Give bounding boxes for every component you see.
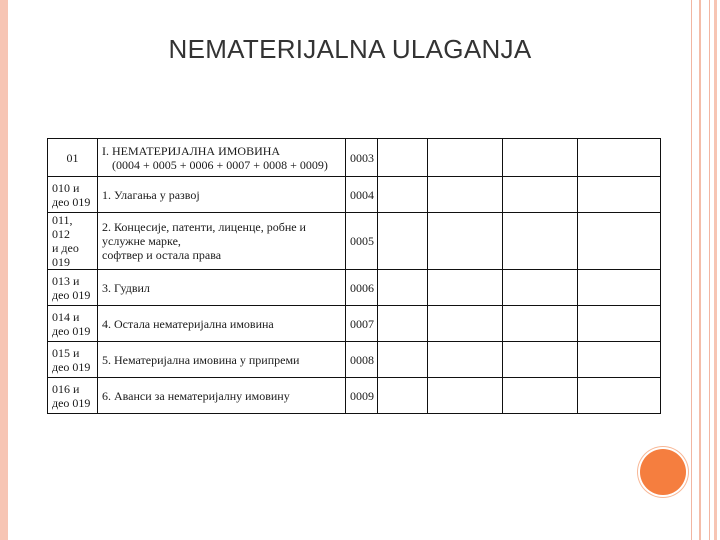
item-name-cell [98,139,346,177]
item-name: 6. Аванси за нематеријалну имовину [102,388,290,403]
value-cell [578,378,661,414]
account-code: 015 и [52,345,80,360]
left-decorative-border [0,0,8,540]
item-name: 2. Концесије, патенти, лиценце, робне и услужне марке, [102,220,306,248]
account-code-continuation: део 019 [52,323,91,338]
right-decorative-line [714,0,717,540]
value-cell [378,306,428,342]
value-cell [428,213,503,270]
account-code: 016 и [52,381,80,396]
account-code-continuation: и део 019 [52,241,79,269]
slide-title: NEMATERIJALNA ULAGANJA [168,34,532,64]
account-code: 011, 012 [52,213,73,241]
item-name-cell [98,378,346,414]
account-code: 014 и [52,309,80,324]
value-cell [503,177,578,213]
account-code-cell [48,306,98,342]
table-row [48,342,661,378]
table-row [48,270,661,306]
value-cell [378,139,428,177]
decorative-circle [640,449,686,495]
item-name: I. НЕМАТЕРИЈАЛНА ИМОВИНА [102,143,281,158]
value-cell [503,139,578,177]
account-code-cell [48,177,98,213]
value-cell [428,177,503,213]
item-name-cell [98,270,346,306]
item-name-cell [98,342,346,378]
account-code-continuation: део 019 [52,359,91,374]
value-cell [578,213,661,270]
account-code: 010 и [52,180,80,195]
table-row [48,213,661,270]
account-code-cell [48,378,98,414]
account-code-cell [48,139,98,177]
balance-sheet-table [47,138,661,414]
value-cell [578,342,661,378]
value-cell [578,270,661,306]
item-name-continuation: (0004 + 0005 + 0006 + 0007 + 0008 + 0009) [112,157,328,172]
aop-code: 0003 [346,139,378,177]
value-cell [503,213,578,270]
value-cell [503,270,578,306]
table-row [48,306,661,342]
value-cell [378,342,428,378]
aop-code: 0006 [346,270,378,306]
item-name-continuation: софтвер и остала права [102,248,222,262]
value-cell [578,177,661,213]
aop-code: 0009 [346,378,378,414]
aop-code: 0008 [346,342,378,378]
account-code-continuation: део 019 [52,194,91,209]
account-code-cell [48,213,98,270]
value-cell [378,270,428,306]
table-row [48,378,661,414]
value-cell [503,378,578,414]
item-name-cell [98,306,346,342]
value-cell [428,378,503,414]
account-code-continuation: део 019 [52,395,91,410]
value-cell [578,139,661,177]
account-code-cell [48,270,98,306]
value-cell [503,342,578,378]
account-code: 01 [66,150,79,165]
aop-code: 0007 [346,306,378,342]
right-decorative-line [709,0,710,540]
aop-code: 0004 [346,177,378,213]
value-cell [378,378,428,414]
item-name-cell [98,213,346,270]
value-cell [378,177,428,213]
item-name: 5. Нематеријална имовина у припреми [102,352,300,367]
item-name: 1. Улагања у развој [102,187,200,202]
item-name-cell [98,177,346,213]
account-code-cell [48,342,98,378]
right-decorative-line [699,0,701,540]
account-code: 013 и [52,273,80,288]
value-cell [428,306,503,342]
table-row [48,177,661,213]
item-name: 3. Гудвил [102,280,150,295]
account-code-continuation: део 019 [52,287,91,302]
value-cell [378,213,428,270]
right-decorative-line [691,0,692,540]
item-name: 4. Остала нематеријална имовина [102,316,274,331]
table-row [48,139,661,177]
value-cell [428,139,503,177]
aop-code: 0005 [346,213,378,270]
value-cell [578,306,661,342]
value-cell [428,342,503,378]
value-cell [428,270,503,306]
value-cell [503,306,578,342]
